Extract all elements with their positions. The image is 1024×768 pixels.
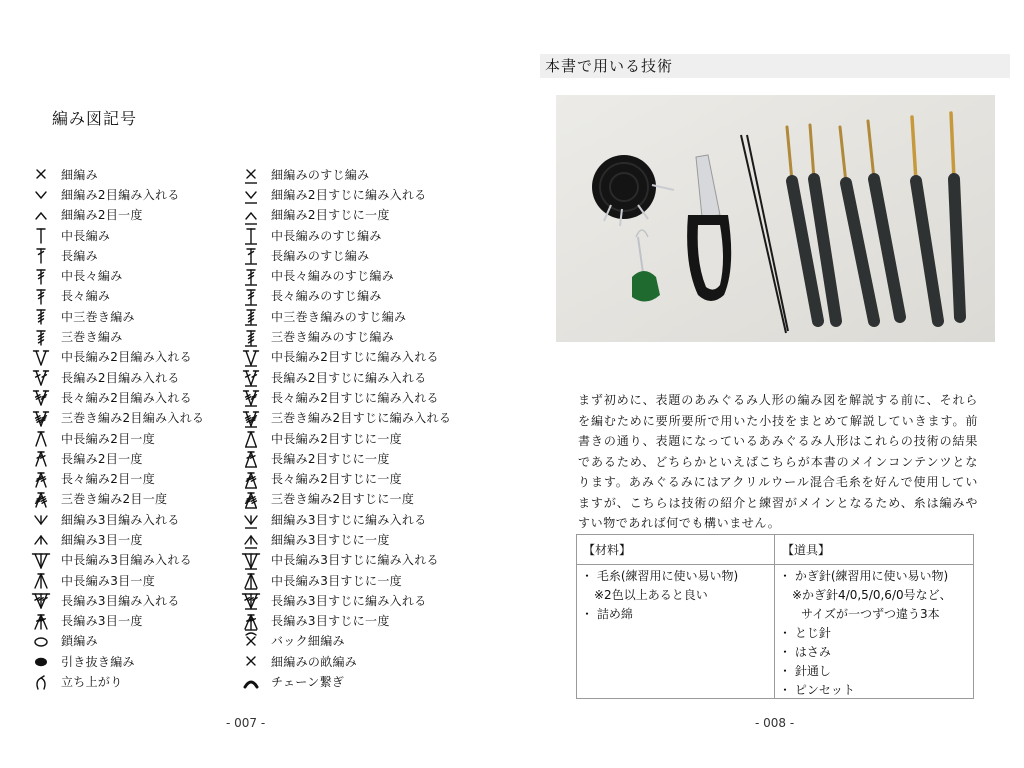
back-loop-dc-3-decrease-icon bbox=[240, 612, 262, 630]
legend-row bbox=[240, 489, 500, 509]
v-icon bbox=[30, 185, 52, 203]
t1-icon bbox=[30, 246, 52, 264]
legend-label: 中長編み3目一度 bbox=[61, 573, 156, 588]
legend-row bbox=[240, 205, 500, 225]
legend-label: 長編み3目すじに一度 bbox=[271, 614, 390, 629]
legend-row bbox=[240, 428, 500, 448]
tools-list bbox=[779, 567, 971, 700]
legend-label: 細編み3目すじに一度 bbox=[271, 532, 390, 547]
tr-increase-icon bbox=[30, 388, 52, 406]
legend-label: 細編み2目すじに一度 bbox=[271, 208, 390, 223]
legend-row bbox=[240, 529, 500, 549]
legend-row bbox=[240, 671, 500, 691]
legend-label: 長々編み2目すじに一度 bbox=[271, 472, 402, 487]
legend-label: 細編みのすじ編み bbox=[271, 167, 370, 182]
legend-label: 長編み2目一度 bbox=[61, 451, 143, 466]
legend-row bbox=[240, 408, 500, 428]
legend-label: 三巻き編み2目一度 bbox=[61, 492, 168, 507]
dtr-decrease-icon bbox=[30, 490, 52, 508]
legend-row bbox=[240, 306, 500, 326]
section-header: 本書で用いる技術 bbox=[540, 54, 1010, 78]
legend-row bbox=[240, 245, 500, 265]
legend-row bbox=[30, 184, 250, 204]
legend-row bbox=[240, 265, 500, 285]
materials-tools-table bbox=[576, 534, 974, 699]
back-loop-hdc-3-increase-icon bbox=[240, 551, 262, 569]
tool-item: ・ 針通し bbox=[779, 664, 831, 678]
materials-header: 【材料】 bbox=[583, 543, 632, 557]
legend-row bbox=[240, 164, 500, 184]
legend-label: 長編み2目すじに編み入れる bbox=[271, 370, 427, 385]
legend-label: 三巻き編みのすじ編み bbox=[271, 330, 395, 345]
legend-label: 細編み3目一度 bbox=[61, 532, 143, 547]
legend-row bbox=[240, 387, 500, 407]
back-loop-v-icon bbox=[240, 185, 262, 203]
back-loop-sc-3-decrease-icon bbox=[240, 530, 262, 548]
back-loop-t3-icon bbox=[240, 307, 262, 325]
legend-row bbox=[30, 387, 250, 407]
legend-row bbox=[240, 367, 500, 387]
t3-icon bbox=[30, 328, 52, 346]
legend-label: 細編み3目編み入れる bbox=[61, 512, 180, 527]
legend-row bbox=[240, 570, 500, 590]
reverse-sc-icon bbox=[240, 632, 262, 650]
legend-row bbox=[30, 428, 250, 448]
legend-label: 長々編み2目編み入れる bbox=[61, 390, 192, 405]
legend-row bbox=[30, 306, 250, 326]
hdc-increase-icon bbox=[30, 348, 52, 366]
legend-label: 中長編み bbox=[61, 228, 111, 243]
t-icon bbox=[30, 226, 52, 244]
back-loop-t2-icon bbox=[240, 267, 262, 285]
legend-row bbox=[240, 286, 500, 306]
tools-header: 【道具】 bbox=[782, 543, 831, 557]
back-loop-dtr-increase-icon bbox=[240, 409, 262, 427]
legend-row bbox=[30, 367, 250, 387]
page-number: - 007 - bbox=[226, 716, 266, 730]
legend-label: 長編み3目編み入れる bbox=[61, 593, 180, 608]
legend-row bbox=[240, 550, 500, 570]
legend-row bbox=[30, 225, 250, 245]
legend-label: 中長々編み bbox=[61, 269, 123, 284]
back-loop-dc-increase-icon bbox=[240, 368, 262, 386]
legend-row bbox=[30, 205, 250, 225]
legend-row bbox=[30, 550, 250, 570]
material-item: ・ 詰め綿 bbox=[581, 607, 633, 621]
legend-label: 中三巻き編みのすじ編み bbox=[271, 309, 407, 324]
legend-row bbox=[240, 651, 500, 671]
legend-row bbox=[30, 326, 250, 346]
legend-row bbox=[30, 631, 250, 651]
turning-chain-icon bbox=[30, 673, 52, 691]
table-header-row bbox=[577, 535, 973, 565]
legend-row bbox=[30, 448, 250, 468]
t2-icon bbox=[30, 287, 52, 305]
materials-list bbox=[581, 567, 771, 624]
legend-row bbox=[240, 509, 500, 529]
legend-label: 中長編み2目一度 bbox=[61, 431, 156, 446]
material-item: ※2色以上あると良い bbox=[594, 588, 708, 602]
tool-item: ・ はさみ bbox=[779, 645, 831, 659]
legend-row bbox=[30, 245, 250, 265]
legend-label: 長編みのすじ編み bbox=[271, 248, 370, 263]
legend-label: 長々編みのすじ編み bbox=[271, 289, 382, 304]
legend-row bbox=[240, 590, 500, 610]
legend-row bbox=[240, 611, 500, 631]
tool-item: ※かぎ針4/0,5/0,6/0号など、 bbox=[792, 588, 952, 602]
legend-label: バック細編み bbox=[271, 634, 345, 649]
back-loop-dc-decrease-icon bbox=[240, 449, 262, 467]
legend-row bbox=[30, 489, 250, 509]
legend-column-right bbox=[240, 164, 500, 692]
back-loop-tr-increase-icon bbox=[240, 388, 262, 406]
back-loop-t-icon bbox=[240, 226, 262, 244]
hdc-decrease-icon bbox=[30, 429, 52, 447]
legend-label: 中長々編みのすじ編み bbox=[271, 269, 395, 284]
back-loop-x-icon bbox=[240, 165, 262, 183]
legend-label: 中長編み3目すじに編み入れる bbox=[271, 553, 439, 568]
back-loop-hdc-3-decrease-icon bbox=[240, 571, 262, 589]
tool-item: ・ かぎ針(練習用に使い易い物) bbox=[779, 569, 949, 583]
legend-label: 長編み2目すじに一度 bbox=[271, 451, 390, 466]
intro-paragraph: まず初めに、表題のあみぐるみ人形の編み図を解説する前に、それらを編むために要所要所で用いた小技をまとめて解説していきます。前書きの通り、表題になっているあみぐるみ人形はこれらの技術の結果であるため、どちらかといえばこちらが本書のメインコンテンツとなります。あみぐるみにはアクリルウール混合毛糸を好んで使用していますが、こちらは技術の紹介と練習がメインとなるため、糸は編みやすい物であれば何でも構いません。 bbox=[578, 393, 978, 530]
x-stitch-icon bbox=[30, 165, 52, 183]
dc-3-increase-icon bbox=[30, 591, 52, 609]
right-page bbox=[512, 0, 1024, 768]
sc-3-decrease-icon bbox=[30, 530, 52, 548]
legend-label: 長編み3目すじに編み入れる bbox=[271, 593, 427, 608]
legend-label: 鎖編み bbox=[61, 634, 98, 649]
legend-label: 長々編み bbox=[61, 289, 111, 304]
legend-label: 細編み2目すじに編み入れる bbox=[271, 187, 427, 202]
tr-decrease-icon bbox=[30, 470, 52, 488]
tool-item: サイズが一つずつ違う3本 bbox=[801, 607, 940, 621]
legend-row bbox=[240, 184, 500, 204]
legend-label: 三巻き編み2目すじに編み入れる bbox=[271, 411, 452, 426]
legend-row bbox=[30, 164, 250, 184]
material-item: ・ 毛糸(練習用に使い易い物) bbox=[581, 569, 739, 583]
back-loop-dtr-decrease-icon bbox=[240, 490, 262, 508]
back-loop-hdc-decrease-icon bbox=[240, 429, 262, 447]
legend-label: 三巻き編み2目編み入れる bbox=[61, 411, 205, 426]
legend-row bbox=[30, 468, 250, 488]
legend-label: 中長編み2目すじに一度 bbox=[271, 431, 402, 446]
legend-label: チェーン繋ぎ bbox=[271, 675, 345, 690]
legend-label: 三巻き編み2目すじに一度 bbox=[271, 492, 415, 507]
chain-join-icon bbox=[240, 673, 262, 691]
page-title: 編み図記号 bbox=[52, 109, 138, 128]
inverted-v-icon bbox=[30, 206, 52, 224]
dc-3-decrease-icon bbox=[30, 612, 52, 630]
legend-label: 細編み2目一度 bbox=[61, 208, 143, 223]
legend-row bbox=[30, 408, 250, 428]
legend-label: 立ち上がり bbox=[61, 675, 123, 690]
legend-label: 中長編み2目すじに編み入れる bbox=[271, 350, 439, 365]
legend-row bbox=[240, 225, 500, 245]
legend-row bbox=[30, 509, 250, 529]
slip-stitch-icon bbox=[30, 652, 52, 670]
tool-item: ・ とじ針 bbox=[779, 626, 831, 640]
back-loop-inverted-v-icon bbox=[240, 206, 262, 224]
back-loop-tr-decrease-icon bbox=[240, 470, 262, 488]
hdc-3-increase-icon bbox=[30, 551, 52, 569]
page-number: - 008 - bbox=[755, 716, 795, 730]
legend-row bbox=[30, 570, 250, 590]
legend-row bbox=[30, 347, 250, 367]
legend-row bbox=[30, 671, 250, 691]
dc-decrease-icon bbox=[30, 449, 52, 467]
legend-label: 中長編み3目編み入れる bbox=[61, 553, 192, 568]
tool-item: ・ ピンセット bbox=[779, 683, 855, 697]
back-loop-t2-icon bbox=[240, 287, 262, 305]
dtr-increase-icon bbox=[30, 409, 52, 427]
legend-row bbox=[240, 448, 500, 468]
legend-row bbox=[30, 286, 250, 306]
legend-label: 三巻き編み bbox=[61, 330, 123, 345]
legend-label: 中長編み2目編み入れる bbox=[61, 350, 192, 365]
legend-label: 細編み2目編み入れる bbox=[61, 187, 180, 202]
hdc-3-decrease-icon bbox=[30, 571, 52, 589]
legend-row bbox=[30, 265, 250, 285]
back-loop-dc-3-increase-icon bbox=[240, 591, 262, 609]
chain-icon bbox=[30, 632, 52, 650]
legend-row bbox=[240, 326, 500, 346]
legend-label: 細編み bbox=[61, 167, 98, 182]
legend-label: 細編みの畝編み bbox=[271, 654, 358, 669]
legend-row bbox=[30, 590, 250, 610]
back-loop-hdc-increase-icon bbox=[240, 348, 262, 366]
legend-label: 長々編み2目一度 bbox=[61, 472, 156, 487]
t3-icon bbox=[30, 307, 52, 325]
t2-icon bbox=[30, 267, 52, 285]
table-column-divider bbox=[774, 535, 775, 698]
tools-photo bbox=[556, 95, 995, 342]
sc-3-increase-icon bbox=[30, 510, 52, 528]
legend-row bbox=[240, 347, 500, 367]
legend-row bbox=[30, 529, 250, 549]
back-loop-sc-3-increase-icon bbox=[240, 510, 262, 528]
legend-row bbox=[240, 468, 500, 488]
ridge-sc-icon bbox=[240, 652, 262, 670]
tools-photo-illustration bbox=[556, 95, 995, 342]
legend-label: 長々編み2目すじに編み入れる bbox=[271, 390, 439, 405]
back-loop-t3-icon bbox=[240, 328, 262, 346]
legend-label: 長編み3目一度 bbox=[61, 614, 143, 629]
legend-column-left bbox=[30, 164, 250, 692]
legend-row bbox=[240, 631, 500, 651]
back-loop-t1-icon bbox=[240, 246, 262, 264]
legend-label: 引き抜き編み bbox=[61, 654, 135, 669]
legend-row bbox=[30, 611, 250, 631]
legend-label: 長編み bbox=[61, 248, 98, 263]
legend-label: 長編み2目編み入れる bbox=[61, 370, 180, 385]
legend-label: 細編み3目すじに編み入れる bbox=[271, 512, 427, 527]
legend-row bbox=[30, 651, 250, 671]
legend-label: 中長編みのすじ編み bbox=[271, 228, 382, 243]
dc-increase-icon bbox=[30, 368, 52, 386]
legend-label: 中長編み3目すじに一度 bbox=[271, 573, 402, 588]
legend-label: 中三巻き編み bbox=[61, 309, 135, 324]
